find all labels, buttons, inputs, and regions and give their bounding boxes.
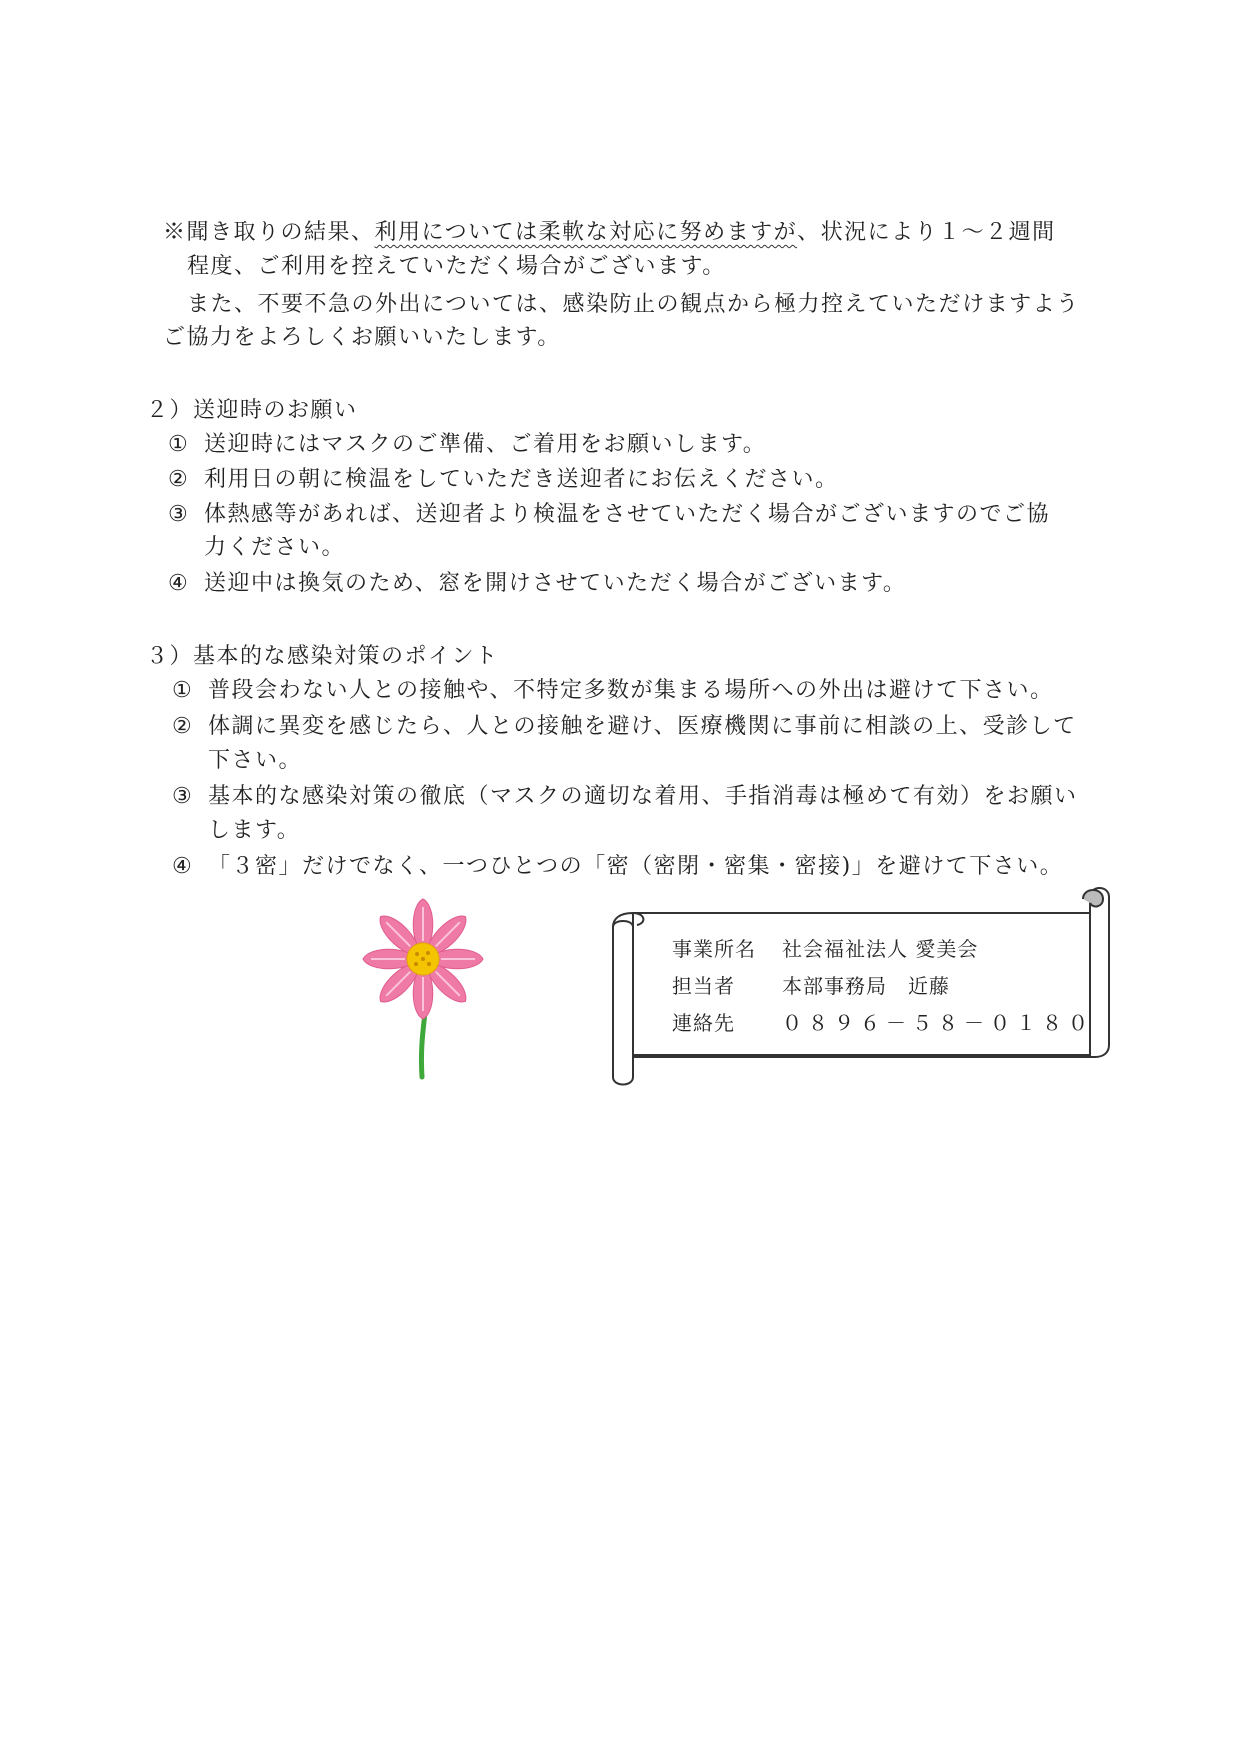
section3-item-3-cont: します。	[208, 818, 301, 843]
note-line-2: 程度、ご利用を控えていただく場合がございます。	[187, 254, 726, 279]
section3-item-2	[172, 712, 1077, 742]
contact-person-value: 本部事務局 近藤	[782, 974, 950, 998]
contact-phone-row	[672, 1009, 1094, 1037]
item-text: 送迎中は換気のため、窓を開けさせていただく場合がございます。	[204, 571, 907, 596]
item-number: ③	[172, 784, 194, 809]
section2-item-1	[168, 430, 766, 460]
cosmos-flower-icon	[360, 895, 490, 1095]
item-number: ④	[172, 854, 194, 879]
contact-office-row	[672, 935, 978, 963]
item-text: 送迎時にはマスクのご準備、ご着用をお願いします。	[204, 432, 767, 457]
contact-office-value: 社会福祉法人 愛美会	[782, 937, 979, 961]
contact-office-label: 事業所名	[672, 937, 756, 961]
item-number: ①	[168, 432, 190, 457]
item-text: 「３密」だけでなく、一つひとつの「密（密閉・密集・密接)」を避けて下さい。	[208, 854, 1064, 879]
section3-item-4	[172, 852, 1063, 882]
section2-heading: ２）送迎時のお願い	[146, 398, 358, 423]
item-text: 基本的な感染対策の徹底（マスクの適切な着用、手指消毒は極めて有効）をお願い	[208, 784, 1078, 809]
contact-person-row	[672, 972, 950, 1000]
section2-item-2	[168, 465, 839, 495]
section3-item-2-cont: 下さい。	[208, 748, 303, 773]
contact-phone-value: ０８９６－５８－０１８０	[782, 1011, 1094, 1035]
item-text: 利用日の朝に検温をしていただき送迎者にお伝えください。	[204, 467, 839, 492]
section2-item-3-cont: 力ください。	[204, 535, 346, 560]
item-number: ④	[168, 571, 190, 596]
section2-item-3	[168, 500, 1050, 530]
item-number: ①	[172, 678, 194, 703]
item-text: 体調に異変を感じたら、人との接触を避け、医療機関に事前に相談の上、受診して	[208, 714, 1077, 739]
section3-item-1	[172, 676, 1054, 706]
item-text: 体熱感等があれば、送迎者より検温をさせていただく場合がございますのでご協	[204, 502, 1051, 527]
contact-person-label: 担当者	[672, 974, 735, 998]
item-text: 普段会わない人との接触や、不特定多数が集まる場所への外出は避けて下さい。	[208, 678, 1054, 703]
contact-phone-label: 連絡先	[672, 1011, 735, 1035]
note-line-4: ご協力をよろしくお願いいたします。	[163, 325, 561, 350]
note-line-3: また、不要不急の外出については、感染防止の観点から極力控えていただけますよう	[187, 292, 1080, 317]
note-line-1	[163, 218, 1056, 248]
note-line-1-prefix: ※聞き取りの結果、	[163, 220, 375, 245]
note-line-1-suffix: 、状況により１～２週間	[797, 220, 1056, 245]
section3-heading: ３）基本的な感染対策のポイント	[146, 644, 499, 669]
section2-item-4	[168, 569, 906, 599]
item-number: ②	[172, 714, 194, 739]
note-underlined-text: 利用については柔軟な対応に努めますが	[374, 220, 798, 245]
item-number: ②	[168, 467, 190, 492]
section3-item-3	[172, 782, 1078, 812]
item-number: ③	[168, 502, 190, 527]
